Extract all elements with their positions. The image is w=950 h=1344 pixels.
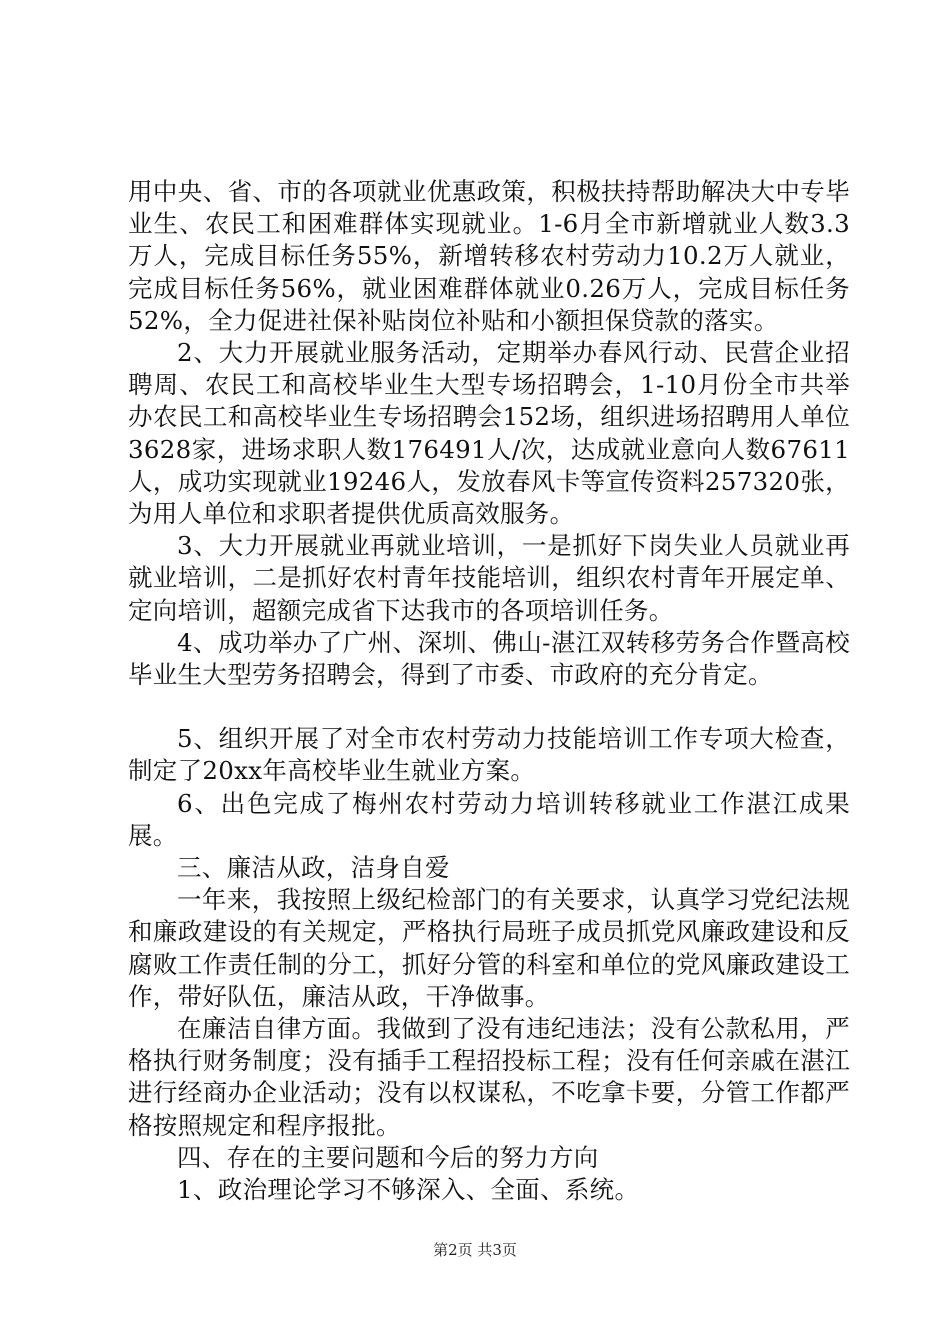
paragraph-spacer xyxy=(128,691,850,723)
document-body xyxy=(128,176,850,1206)
page-number-footer: 第2页 共3页 xyxy=(433,1241,517,1259)
paragraph-self-discipline: 在廉洁自律方面。我做到了没有违纪违法；没有公款私用，严格执行财务制度；没有插手工程招投标工程；没有任何亲戚在湛江进行经商办企业活动；没有以权谋私，不吃拿卡要，分管工作都严格按照规定和程序报批。 xyxy=(128,1014,850,1140)
section-heading-problems: 四、存在的主要问题和今后的努力方向 xyxy=(177,1142,599,1172)
paragraph-employment-policy: 用中央、省、市的各项就业优惠政策，积极扶持帮助解决大中专毕业生、农民工和困难群体实现就业。1-6月全市新增就业人数3.3万人，完成目标任务55%，新增转移农村劳动力10.2万人就业，完成目标任务56%，就业困难群体就业0.26万人，完成目标任务52%，全力促进社保补贴岗位补贴和小额担保贷款的落实。 xyxy=(128,177,850,335)
paragraph-job-fair: 4、成功举办了广州、深圳、佛山-湛江双转移劳务合作暨高校毕业生大型劳务招聘会，得到了市委、市政府的充分肯定。 xyxy=(128,627,850,690)
paragraph-party-discipline: 一年来，我按照上级纪检部门的有关要求，认真学习党纪法规和廉政建设的有关规定，严格执行局班子成员抓党风廉政建设和反腐败工作责任制的分工，抓好分管的科室和单位的党风廉政建设工作，带好队伍，廉洁从政，干净做事。 xyxy=(128,885,850,1011)
paragraph-exhibition: 6、出色完成了梅州农村劳动力培训转移就业工作湛江成果展。 xyxy=(128,788,850,850)
paragraph-reemployment-training: 3、大力开展就业再就业培训，一是抓好下岗失业人员就业再就业培训，二是抓好农村青年技能培训，组织农村青年开展定单、定向培训，超额完成省下达我市的各项培训任务。 xyxy=(128,531,850,625)
paragraph-theory-study: 1、政治理论学习不够深入、全面、系统。 xyxy=(177,1175,640,1205)
paragraph-inspection: 5、组织开展了对全市农村劳动力技能培训工作专项大检查，制定了20xx年高校毕业生就业方案。 xyxy=(128,724,850,786)
section-heading-integrity: 三、廉洁从政，洁身自爱 xyxy=(177,853,450,883)
paragraph-employment-services: 2、大力开展就业服务活动，定期举办春风行动、民营企业招聘周、农民工和高校毕业生大型专场招聘会，1-10月份全市共举办农民工和高校毕业生专场招聘会152场，组织进场招聘用人单位3628家，进场求职人数176491人/次，达成就业意向人数67611人，成功实现就业19246人，发放春风卡等宣传资料257320张，为用人单位和求职者提供优质高效服务。 xyxy=(128,338,850,529)
